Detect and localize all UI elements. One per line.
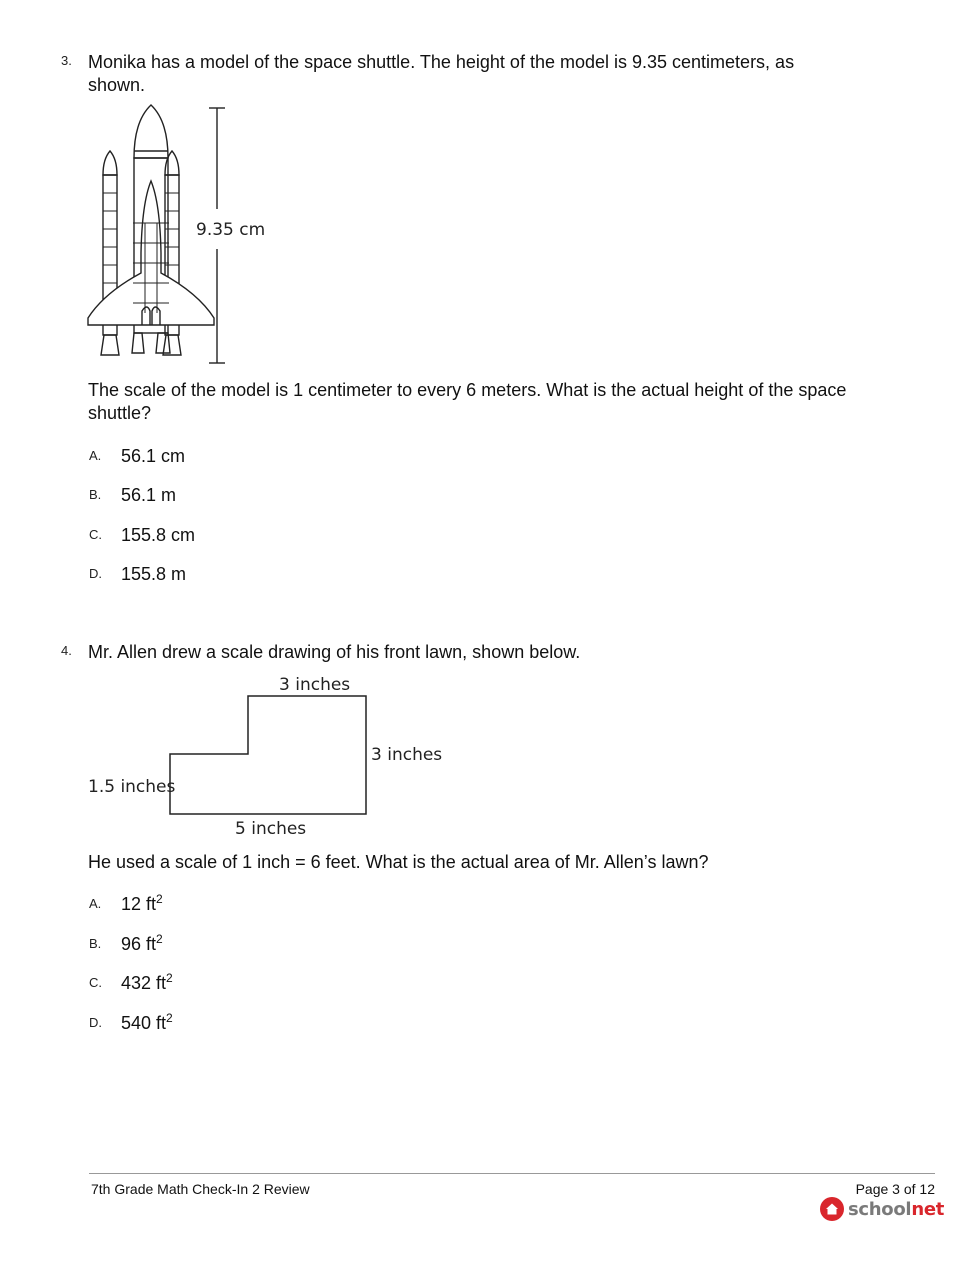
choice-b[interactable] [0,485,600,509]
lawn-figure [80,670,460,842]
footer-title: 7th Grade Math Check-In 2 Review [91,1181,310,1197]
choice-c[interactable] [0,973,600,997]
question-prompt: The scale of the model is 1 centimeter to every 6 meters. What is the actual height of the space shuttle? [88,380,847,423]
choice-c[interactable] [0,525,600,549]
question-prompt: He used a scale of 1 inch = 6 feet. What is the actual area of Mr. Allen’s lawn? [88,852,709,872]
logo-text-school: school [848,1198,912,1220]
lawn-left-label: 1.5 inches [88,777,176,797]
lawn-top-label: 3 inches [279,675,351,695]
exponent: 2 [156,932,163,946]
choice-letter: C. [89,975,102,990]
choice-text: 96 $ft^2$ [121,932,163,954]
choice-letter: A. [89,896,102,911]
choice-a[interactable] [0,894,600,918]
exponent: 2 [166,1011,173,1025]
exponent: 2 [166,971,173,985]
choice-text: 432 $ft^2$ [121,971,173,993]
choice-a[interactable] [0,446,600,470]
lawn-bottom-label: 5 inches [235,819,307,839]
choice-letter: D. [89,566,102,581]
choice-letter: A. [89,448,102,463]
exponent: 2 [156,892,163,906]
choice-letter: C. [89,527,102,542]
choice-d[interactable] [0,564,600,588]
choice-text: 56.1 cm [121,446,186,466]
page-number: Page 3 of 12 [855,1181,935,1197]
question-text: Monika has a model of the space shuttle. The height of the model is 9.35 centimeters, as shown. [88,52,795,95]
question-text: Mr. Allen drew a scale drawing of his front lawn, shown below. [88,642,581,662]
choice-letter: B. [89,936,102,951]
choice-letter: B. [89,487,102,502]
question-number: 4. [61,643,72,658]
choice-text: 155.8 cm [121,525,196,545]
choice-text: 56.1 m [121,485,177,505]
choice-d[interactable] [0,1013,600,1037]
space-shuttle-figure [84,103,284,368]
choice-b[interactable] [0,934,600,958]
lawn-outline [170,696,366,814]
choice-text: 540 $ft^2$ [121,1011,173,1033]
model-height-label: 9.35 cm [196,220,266,240]
footer-divider [89,1173,935,1174]
question-number: 3. [61,53,72,68]
choice-letter: D. [89,1015,102,1030]
lawn-right-label: 3 inches [371,745,443,765]
logo-text-net: net [911,1198,945,1220]
choice-text: 155.8 m [121,564,187,584]
house-icon [820,1197,844,1221]
choice-text: 12 $ft^2$ [121,892,163,914]
schoolnet-logo [820,1196,944,1222]
